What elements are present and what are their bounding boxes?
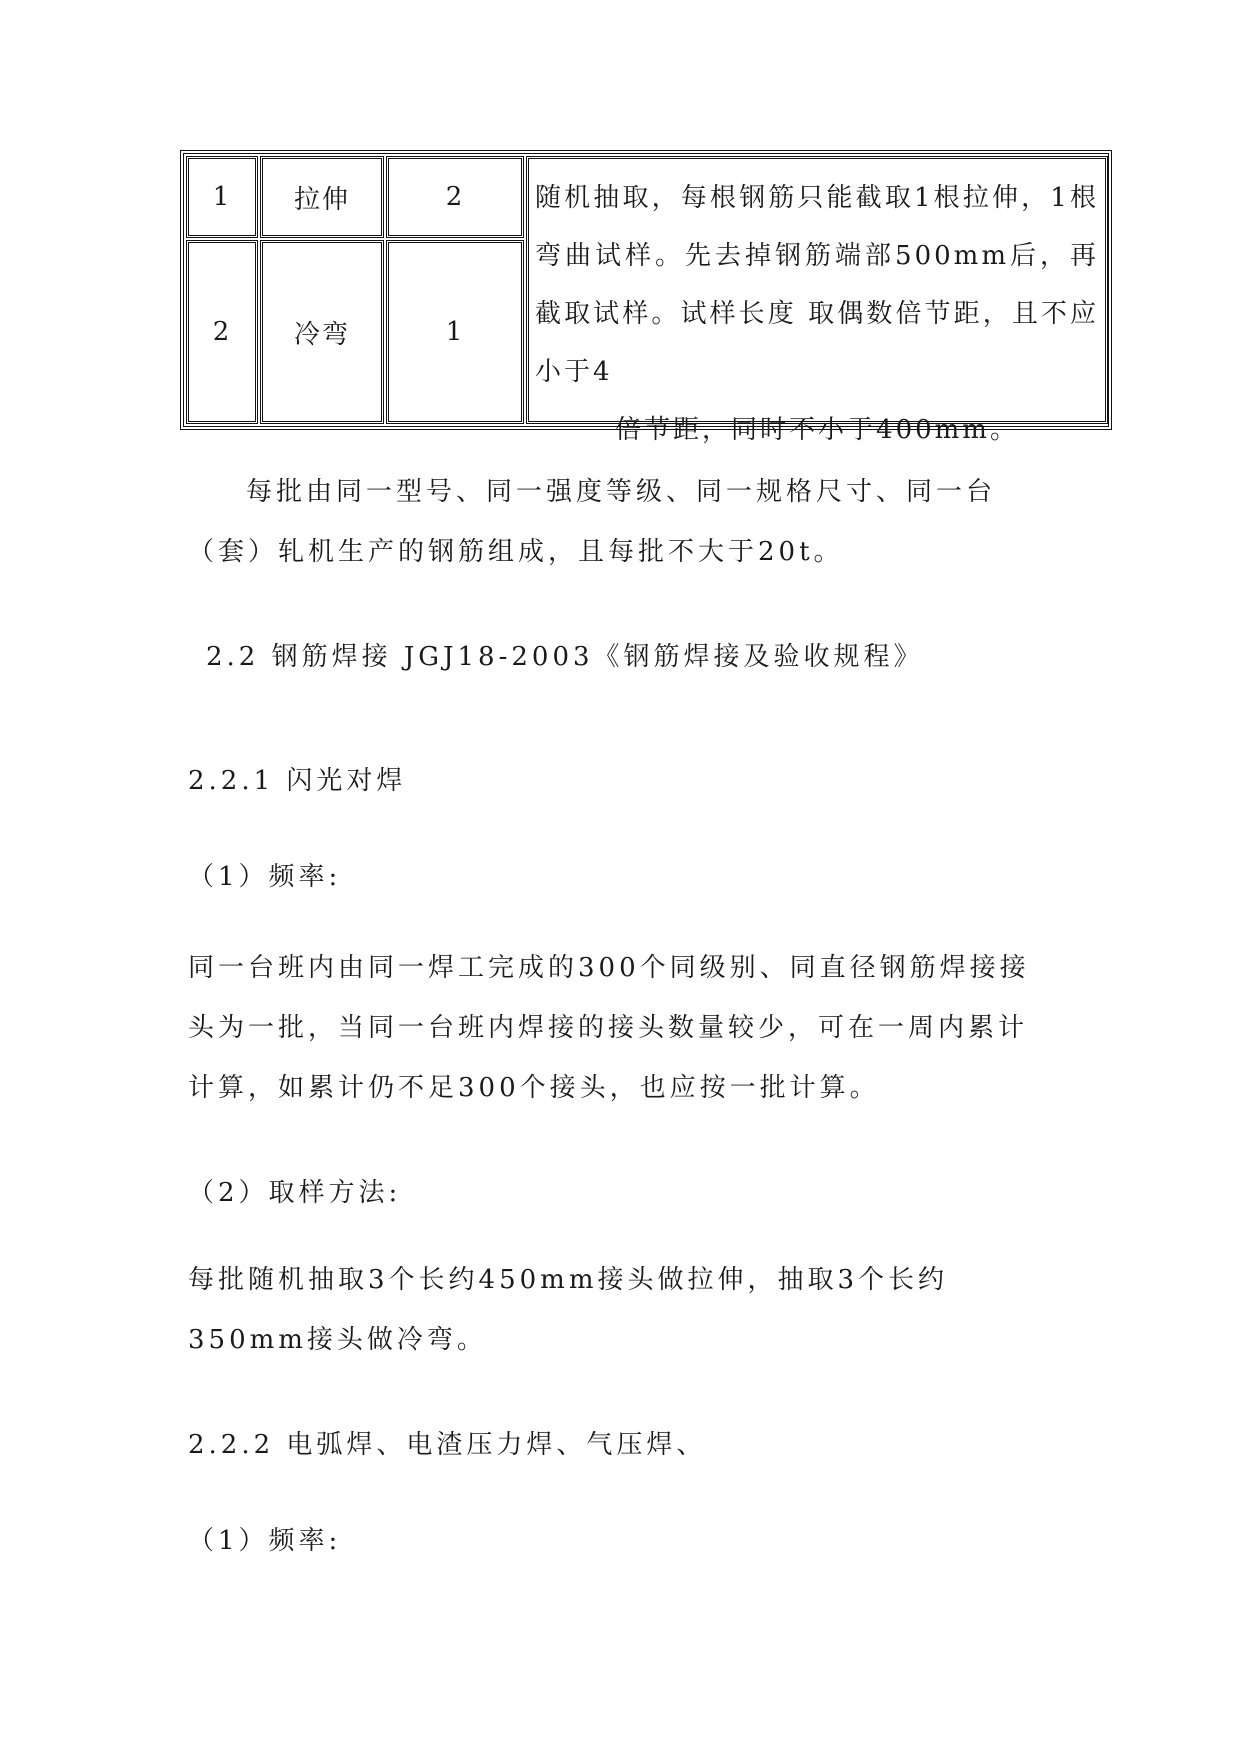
notes-text: 随机抽取，每根钢筋只能截取1根拉伸，1根弯曲试样。先去掉钢筋端部500mm后，再截取试样。试样长度 取偶数倍节距，且不应小于4 bbox=[535, 183, 1099, 387]
table-cell-no: 2 bbox=[186, 240, 258, 424]
sampling-table bbox=[180, 150, 1112, 445]
section-heading-2-2-2: 2.2.2 电弧焊、电渣压力焊、气压焊、 bbox=[188, 1430, 707, 1460]
table-cell-item: 拉伸 bbox=[260, 156, 384, 238]
table-cell-count: 1 bbox=[386, 240, 524, 424]
batch-paragraph: 每批由同一型号、同一强度等级、同一规格尺寸、同一台（套）轧机生产的钢筋组成，且每批不大于20t。 bbox=[188, 477, 997, 567]
sampling-method-heading: （2）取样方法: bbox=[188, 1178, 402, 1208]
frequency-heading-2: （1）频率: bbox=[188, 1526, 342, 1556]
table-cell-count: 2 bbox=[386, 156, 524, 238]
table-cell-no: 1 bbox=[186, 156, 258, 238]
frequency-paragraph: 同一台班内由同一焊工完成的300个同级别、同直径钢筋焊接接头为一批，当同一台班内焊接的接头数量较少，可在一周内累计计算，如累计仍不足300个接头，也应按一批计算。 bbox=[188, 953, 1030, 1103]
section-heading-2-2-1: 2.2.1 闪光对焊 bbox=[188, 766, 407, 796]
sampling-method-paragraph: 每批随机抽取3个长约450mm接头做拉伸，抽取3个长约350mm接头做冷弯。 bbox=[188, 1265, 949, 1355]
table-cell-item: 冷弯 bbox=[260, 240, 384, 424]
section-heading-2-2: 2.2 钢筋焊接 JGJ18-2003《钢筋焊接及验收规程》 bbox=[206, 642, 924, 672]
table-cell-notes bbox=[526, 156, 1108, 445]
notes-text-last-line: 倍节距，同时不小于400mm。 bbox=[615, 415, 1019, 445]
frequency-heading: （1）频率: bbox=[188, 862, 342, 892]
